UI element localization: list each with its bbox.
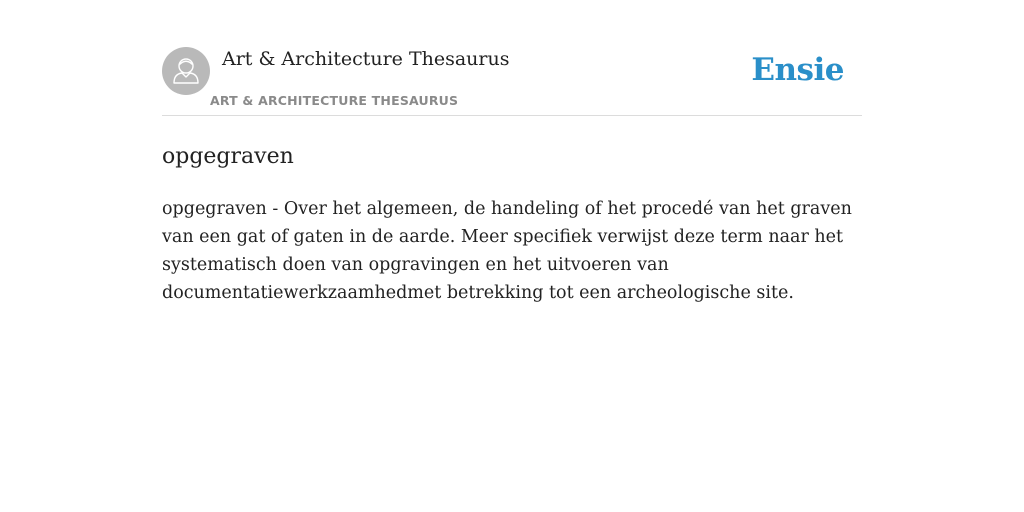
definition-text: opgegraven - Over het algemeen, de handeling of het procedé van het graven van een gat of gaten in de aarde. Meer specifiek verwijst deze term naar het systematisch doen van opgravingen en het uitvoeren van documentatiewerkzaamhedmet betrekking tot een archeologische site.: [162, 199, 852, 303]
source-subtitle: ART & ARCHITECTURE THESAURUS: [210, 93, 459, 108]
entry-header: [162, 44, 862, 116]
avatar[interactable]: [162, 47, 210, 95]
source-title[interactable]: Art & Architecture Thesaurus: [222, 48, 510, 70]
term-title: opgegraven: [162, 144, 294, 169]
brand-logo[interactable]: Ensie: [751, 52, 844, 88]
user-silhouette-icon: [162, 47, 210, 95]
entry-card: [162, 44, 862, 307]
